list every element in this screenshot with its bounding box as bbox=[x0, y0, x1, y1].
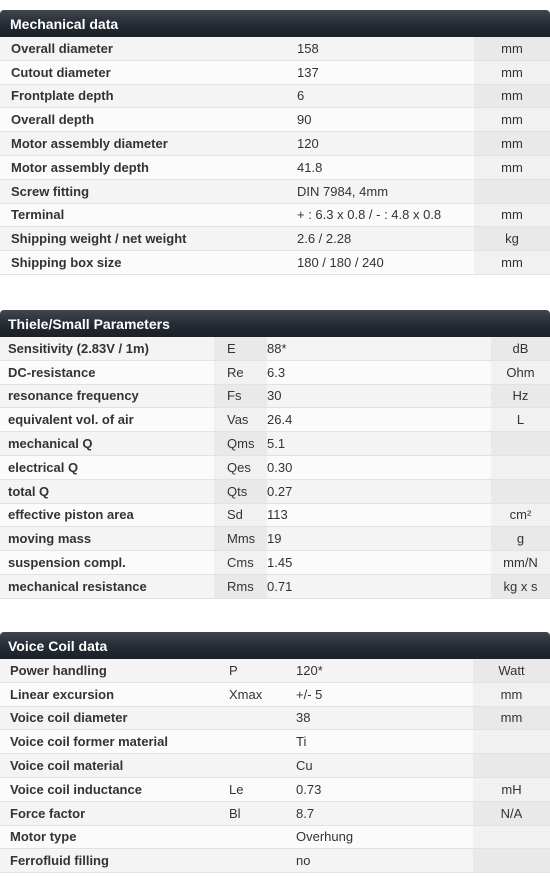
mechanical-data-table bbox=[0, 37, 550, 275]
table-row bbox=[0, 777, 550, 801]
parameter-value: 8.7 bbox=[296, 801, 473, 825]
parameter-unit: kg x s bbox=[491, 574, 550, 598]
parameter-symbol: Mms bbox=[214, 527, 267, 551]
parameter-unit bbox=[491, 455, 550, 479]
parameter-value: 38 bbox=[296, 706, 473, 730]
parameter-value: Overhung bbox=[296, 825, 473, 849]
parameter-unit bbox=[473, 730, 550, 754]
parameter-label: Voice coil inductance bbox=[0, 777, 216, 801]
parameter-unit bbox=[473, 754, 550, 778]
parameter-unit: mm bbox=[474, 155, 550, 179]
parameter-label: electrical Q bbox=[0, 455, 214, 479]
parameter-symbol: Sd bbox=[214, 503, 267, 527]
table-row bbox=[0, 251, 550, 275]
parameter-label: Power handling bbox=[0, 659, 216, 682]
parameter-unit: mm bbox=[474, 203, 550, 227]
parameter-unit: mm bbox=[474, 37, 550, 60]
parameter-unit bbox=[491, 479, 550, 503]
parameter-symbol: Vas bbox=[214, 408, 267, 432]
parameter-value: 5.1 bbox=[267, 432, 491, 456]
table-row bbox=[0, 849, 550, 873]
parameter-label: Motor assembly diameter bbox=[0, 132, 297, 156]
parameter-symbol bbox=[216, 849, 296, 873]
parameter-symbol: E bbox=[214, 337, 267, 360]
table-row bbox=[0, 503, 550, 527]
table-row bbox=[0, 155, 550, 179]
parameter-symbol bbox=[216, 706, 296, 730]
parameter-unit: mm bbox=[474, 251, 550, 275]
table-row bbox=[0, 337, 550, 360]
table-row bbox=[0, 384, 550, 408]
parameter-value: 30 bbox=[267, 384, 491, 408]
parameter-value: 1.45 bbox=[267, 551, 491, 575]
parameter-label: Screw fitting bbox=[0, 179, 297, 203]
parameter-unit: mm bbox=[474, 132, 550, 156]
table-row bbox=[0, 108, 550, 132]
parameter-label: equivalent vol. of air bbox=[0, 408, 214, 432]
parameter-symbol: Xmax bbox=[216, 682, 296, 706]
parameter-unit bbox=[473, 825, 550, 849]
parameter-value: 120 bbox=[297, 132, 474, 156]
thiele-small-section bbox=[0, 310, 550, 599]
parameter-symbol bbox=[216, 754, 296, 778]
table-row bbox=[0, 360, 550, 384]
table-row bbox=[0, 37, 550, 60]
parameter-label: Ferrofluid filling bbox=[0, 849, 216, 873]
table-row bbox=[0, 659, 550, 682]
table-row bbox=[0, 84, 550, 108]
table-row bbox=[0, 754, 550, 778]
parameter-value: 26.4 bbox=[267, 408, 491, 432]
table-row bbox=[0, 801, 550, 825]
parameter-label: mechanical Q bbox=[0, 432, 214, 456]
parameter-value: 113 bbox=[267, 503, 491, 527]
parameter-unit: dB bbox=[491, 337, 550, 360]
parameter-symbol: Qes bbox=[214, 455, 267, 479]
parameter-unit: mm bbox=[473, 682, 550, 706]
parameter-label: total Q bbox=[0, 479, 214, 503]
voice-coil-table bbox=[0, 659, 550, 873]
parameter-symbol: Cms bbox=[214, 551, 267, 575]
parameter-label: Sensitivity (2.83V / 1m) bbox=[0, 337, 214, 360]
parameter-symbol bbox=[216, 730, 296, 754]
parameter-label: moving mass bbox=[0, 527, 214, 551]
parameter-symbol: Fs bbox=[214, 384, 267, 408]
parameter-label: Frontplate depth bbox=[0, 84, 297, 108]
parameter-label: effective piston area bbox=[0, 503, 214, 527]
parameter-label: Motor type bbox=[0, 825, 216, 849]
parameter-unit: mm bbox=[474, 60, 550, 84]
table-row bbox=[0, 706, 550, 730]
parameter-unit: mm bbox=[474, 84, 550, 108]
parameter-label: suspension compl. bbox=[0, 551, 214, 575]
section-header: Thiele/Small Parameters bbox=[0, 310, 550, 337]
table-row bbox=[0, 574, 550, 598]
parameter-value: 2.6 / 2.28 bbox=[297, 227, 474, 251]
table-row bbox=[0, 527, 550, 551]
parameter-symbol: P bbox=[216, 659, 296, 682]
parameter-value: 158 bbox=[297, 37, 474, 60]
parameter-value: 41.8 bbox=[297, 155, 474, 179]
parameter-unit: mm/N bbox=[491, 551, 550, 575]
parameter-value: 120* bbox=[296, 659, 473, 682]
parameter-symbol: Re bbox=[214, 360, 267, 384]
parameter-label: Linear excursion bbox=[0, 682, 216, 706]
parameter-label: Motor assembly depth bbox=[0, 155, 297, 179]
table-row bbox=[0, 227, 550, 251]
mechanical-data-section bbox=[0, 10, 550, 275]
parameter-value: 180 / 180 / 240 bbox=[297, 251, 474, 275]
parameter-symbol: Qms bbox=[214, 432, 267, 456]
parameter-symbol: Qts bbox=[214, 479, 267, 503]
parameter-symbol: Rms bbox=[214, 574, 267, 598]
section-header: Voice Coil data bbox=[0, 632, 550, 659]
table-row bbox=[0, 203, 550, 227]
parameter-label: Cutout diameter bbox=[0, 60, 297, 84]
table-row bbox=[0, 551, 550, 575]
parameter-label: Voice coil diameter bbox=[0, 706, 216, 730]
parameter-unit: Hz bbox=[491, 384, 550, 408]
parameter-unit bbox=[491, 432, 550, 456]
parameter-symbol: Le bbox=[216, 777, 296, 801]
parameter-label: Shipping box size bbox=[0, 251, 297, 275]
parameter-value: +/- 5 bbox=[296, 682, 473, 706]
parameter-value: 6 bbox=[297, 84, 474, 108]
parameter-label: Force factor bbox=[0, 801, 216, 825]
parameter-label: mechanical resistance bbox=[0, 574, 214, 598]
parameter-value: Cu bbox=[296, 754, 473, 778]
table-row bbox=[0, 479, 550, 503]
parameter-value: + : 6.3 x 0.8 / - : 4.8 x 0.8 bbox=[297, 203, 474, 227]
parameter-unit bbox=[474, 179, 550, 203]
table-row bbox=[0, 825, 550, 849]
parameter-unit: Ohm bbox=[491, 360, 550, 384]
parameter-label: Overall diameter bbox=[0, 37, 297, 60]
parameter-symbol bbox=[216, 825, 296, 849]
parameter-unit bbox=[473, 849, 550, 873]
table-row bbox=[0, 432, 550, 456]
parameter-value: 0.71 bbox=[267, 574, 491, 598]
parameter-value: 6.3 bbox=[267, 360, 491, 384]
parameter-label: Voice coil material bbox=[0, 754, 216, 778]
table-row bbox=[0, 682, 550, 706]
table-row bbox=[0, 730, 550, 754]
parameter-value: 0.30 bbox=[267, 455, 491, 479]
table-row bbox=[0, 60, 550, 84]
parameter-unit: N/A bbox=[473, 801, 550, 825]
parameter-value: 137 bbox=[297, 60, 474, 84]
parameter-value: Ti bbox=[296, 730, 473, 754]
parameter-value: DIN 7984, 4mm bbox=[297, 179, 474, 203]
table-row bbox=[0, 179, 550, 203]
parameter-label: DC-resistance bbox=[0, 360, 214, 384]
parameter-value: 0.73 bbox=[296, 777, 473, 801]
parameter-unit: mH bbox=[473, 777, 550, 801]
parameter-unit: kg bbox=[474, 227, 550, 251]
table-row bbox=[0, 132, 550, 156]
parameter-unit: cm² bbox=[491, 503, 550, 527]
parameter-unit: mm bbox=[473, 706, 550, 730]
parameter-value: 19 bbox=[267, 527, 491, 551]
parameter-value: 90 bbox=[297, 108, 474, 132]
parameter-label: Overall depth bbox=[0, 108, 297, 132]
parameter-label: Terminal bbox=[0, 203, 297, 227]
thiele-small-table bbox=[0, 337, 550, 599]
table-row bbox=[0, 455, 550, 479]
parameter-label: Voice coil former material bbox=[0, 730, 216, 754]
section-header: Mechanical data bbox=[0, 10, 550, 37]
parameter-symbol: Bl bbox=[216, 801, 296, 825]
table-row bbox=[0, 408, 550, 432]
parameter-value: 0.27 bbox=[267, 479, 491, 503]
parameter-label: Shipping weight / net weight bbox=[0, 227, 297, 251]
parameter-unit: g bbox=[491, 527, 550, 551]
parameter-value: 88* bbox=[267, 337, 491, 360]
parameter-unit: L bbox=[491, 408, 550, 432]
parameter-unit: Watt bbox=[473, 659, 550, 682]
voice-coil-section bbox=[0, 632, 550, 873]
parameter-label: resonance frequency bbox=[0, 384, 214, 408]
parameter-unit: mm bbox=[474, 108, 550, 132]
parameter-value: no bbox=[296, 849, 473, 873]
